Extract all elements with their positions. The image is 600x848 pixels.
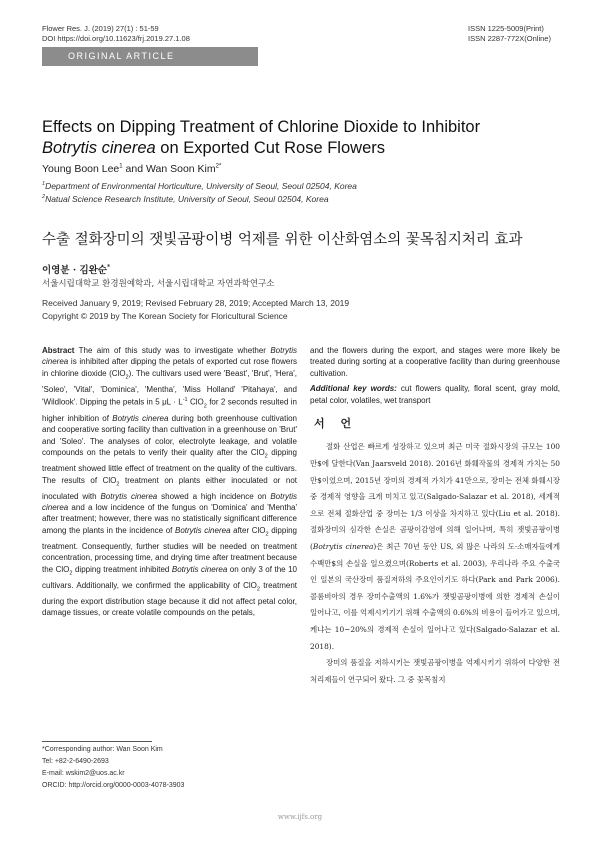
title-species: Botrytis cinerea — [42, 139, 156, 157]
abstract-text: dipping treatment showed little effect of treatment on the quality of the cultivars. The results of ClO — [42, 448, 297, 485]
author-1-sup: 1 — [119, 163, 123, 170]
journal-citation: Flower Res. J. (2019) 27(1) : 51-59 — [42, 24, 159, 33]
species-name: Botrytis cinerea — [175, 525, 231, 535]
keywords-text: cut flowers quality, floral scent, gray mold, petal color, volatiles, wet transport — [310, 384, 560, 405]
title-line-1: Effects on Dipping Treatment of Chlorine Dioxide to Inhibitor — [42, 118, 481, 136]
author-2: Wan Soon Kim — [145, 163, 216, 175]
subscript: 2 — [264, 453, 268, 460]
species-name: Botrytis cinerea — [100, 491, 158, 501]
corresponding-author: *Corresponding author: Wan Soon Kim — [42, 746, 163, 753]
subscript: 2 — [69, 570, 73, 577]
abstract-text: after ClO — [230, 525, 266, 535]
subscript: 2 — [203, 403, 207, 410]
subscript: 2 — [125, 374, 129, 381]
abstract-text: ). The cultivars used were 'Beast', 'Brut', 'Hera', 'Soleo', 'Vital', 'Dominica', 'Mentha', 'Miss Holland' 'Pitahaya', and 'Wildlook'. Dipping the petals in 5 — [42, 368, 297, 407]
species-name: Botrytis cinerea — [112, 413, 169, 423]
author-list — [42, 163, 221, 175]
abstract-text: during both greenhouse cultivation and cooperative sorting facility than cultivation in a greenhouse on 'Brut' and 'Soleo'. The analyses of color, electrolyte leakage, and volatile compounds on the petals to verify their quality after the ClO — [42, 413, 298, 458]
abstract-continuation: and the flowers during the export, and stages were more likely be treated during sorting at a cooperative facility than during greenhouse cultivation. — [310, 346, 560, 378]
subscript: 2 — [265, 531, 269, 538]
author-and: and — [122, 163, 146, 175]
author-tel: Tel: +82-2-6490-2693 — [42, 758, 109, 765]
copyright-line: Copyright © 2019 by The Korean Society for Floricultural Science — [42, 311, 288, 321]
title-line-2-rest: on Exported Cut Rose Flowers — [155, 139, 385, 157]
species-name: Botrytis cinerea — [312, 542, 374, 551]
intro-text: )은 최근 70년 동안 US, 외 많은 나라의 도·소매자들에게 수백만$의 손실을 일으켰으며(Roberts et al. 2003), 우리나라 주요 수출국인 일본의 국산장미 품질저하의 주요인이기도 하다(Park and Park 2006). 콜롬비아의 경우 장미수출액의 1.6%가 잿빛곰팡이병에 의한 경제적 손실이 일어나고, 이를 억제시키기기 위해 수출액의 0.6%의 비용이 들어가고 있으며, 케냐는 10~20%의 경제적 손실이 일어나고 있다(Salgado-Salazar et al. 2018). — [310, 542, 561, 651]
abstract-text: ClO — [187, 397, 204, 407]
footer-website[interactable]: www.ijfs.org — [277, 813, 323, 821]
korean-authors-sup: * — [106, 263, 111, 271]
doi-line[interactable]: DOI https://doi.org/10.11623/frj.2019.27.1.08 — [42, 34, 190, 43]
issn-block — [468, 24, 551, 44]
subscript: 2 — [256, 586, 260, 593]
species-name: Botrytis cinerea — [42, 491, 298, 512]
issn-online: ISSN 2287-772X(Online) — [468, 34, 551, 43]
abstract-text: dipping treatment. Consequently, further studies will be needed on treatment concentration, processing time, and drying time after treatment because the ClO — [42, 525, 298, 574]
affiliation-2 — [42, 194, 329, 204]
abstract-text: on only 3 of the 10 cultivars. Additionally, we confirmed the applicability of ClO — [42, 564, 297, 590]
article-title — [42, 117, 562, 159]
article-type-banner: ORIGINAL ARTICLE — [42, 47, 258, 66]
section-heading-introduction: 서 언 — [314, 417, 358, 431]
abstract — [42, 345, 297, 618]
title-line-2 — [42, 138, 562, 159]
issn-print: ISSN 1225-5009(Print) — [468, 24, 544, 33]
korean-authors — [42, 262, 110, 276]
affiliation-1-text: Department of Environmental Horticulture, University of Seoul, Seoul 02504, Korea — [45, 181, 357, 191]
abstract-text: The aim of this study was to investigate whether — [74, 346, 271, 355]
species-name: Botrytis cinerea — [171, 564, 228, 574]
affiliation-1 — [42, 181, 357, 191]
abstract-text: dipping treatment inhibited — [72, 564, 172, 574]
abstract-text: treatment during the export distribution stage because it did not affect petal color, damage tissues, or create volatile compounds on the petals, — [42, 580, 298, 617]
corresponding-author-footnote — [42, 744, 184, 792]
korean-affiliation: 서울시립대학교 환경원예학과, 서울시립대학교 자연과학연구소 — [42, 279, 275, 289]
abstract-text: is inhibited after dipping the petals of exported cut rose flowers in chlorine dioxide (ClO — [42, 357, 297, 378]
abstract-label: Abstract — [42, 346, 75, 355]
footnote-divider — [42, 741, 152, 742]
author-2-sup: 2* — [215, 163, 222, 170]
unit: μL · L — [162, 397, 183, 407]
abstract-text: and a low incidence of the fungus on 'Dominica' and 'Mentha' after treatment; however, there was no statistically significant difference among the plants in the incidence of — [42, 502, 297, 535]
intro-text: 절화 산업은 빠르게 성장하고 있으며 최근 미국 절화시장의 규모는 100만$에 달한다(Van Jaarsveld 2018). 2016년 화훼작물의 경제적 가치는 50만$이었으며, 2015년 장미의 경제적 가치가 41만으로, 장미는 전체 화훼시장 중 경제적 영향을 크게 미치고 있고(Salgado-Salazar et al. 2018), 세계적으로 전체 절화산업 중 장미는 1/3 이상을 차지하고 있다(Liu et al. 2018). 절화장미의 심각한 손실은 곰팡이감염에 의해 일어나며, 특히 잿빛곰팡이병( — [310, 442, 560, 551]
received-dates: Received January 9, 2019; Revised February 28, 2019; Accepted March 13, 2019 — [42, 298, 350, 308]
affiliation-1-sup: 1 — [42, 181, 46, 188]
author-email[interactable]: E-mail: wskim2@uos.ac.kr — [42, 770, 125, 777]
abstract-text: showed a high incidence on — [157, 491, 271, 501]
korean-title: 수출 절화장미의 잿빛곰팡이병 억제를 위한 이산화염소의 꽃목침지처리 효과 — [42, 232, 523, 248]
author-1: Young Boon Lee — [42, 163, 120, 175]
keywords-label: Additional key words: — [310, 384, 397, 394]
keywords — [310, 383, 560, 406]
article-history — [42, 297, 349, 323]
abstract-text: treatment on plants either inoculated or not inoculated with — [42, 475, 297, 501]
superscript: -1 — [182, 397, 188, 404]
abstract-text: for 2 seconds resulted in higher inhibition of — [42, 397, 297, 423]
intro-paragraph-1 — [310, 439, 560, 655]
subscript: 2 — [116, 481, 120, 488]
right-column — [310, 345, 560, 688]
intro-paragraph-2: 장미의 품질을 저하시키는 잿빛곰팡이병을 억제시키기 위하여 다양한 전처리제들이 연구되어 왔다. 그 중 꽃목침지 — [310, 658, 560, 684]
korean-authors-names: 이영분 · 김완순 — [42, 265, 107, 276]
affiliation-2-sup: 2 — [42, 194, 46, 201]
author-orcid[interactable]: ORCID: http://orcid.org/0000-0003-4078-3903 — [42, 782, 185, 789]
species-name: Botrytis cinerea — [42, 346, 297, 367]
affiliation-2-text: Natual Science Research Institute, University of Seoul, Seoul 02504, Korea — [45, 194, 329, 204]
journal-header — [42, 24, 190, 44]
